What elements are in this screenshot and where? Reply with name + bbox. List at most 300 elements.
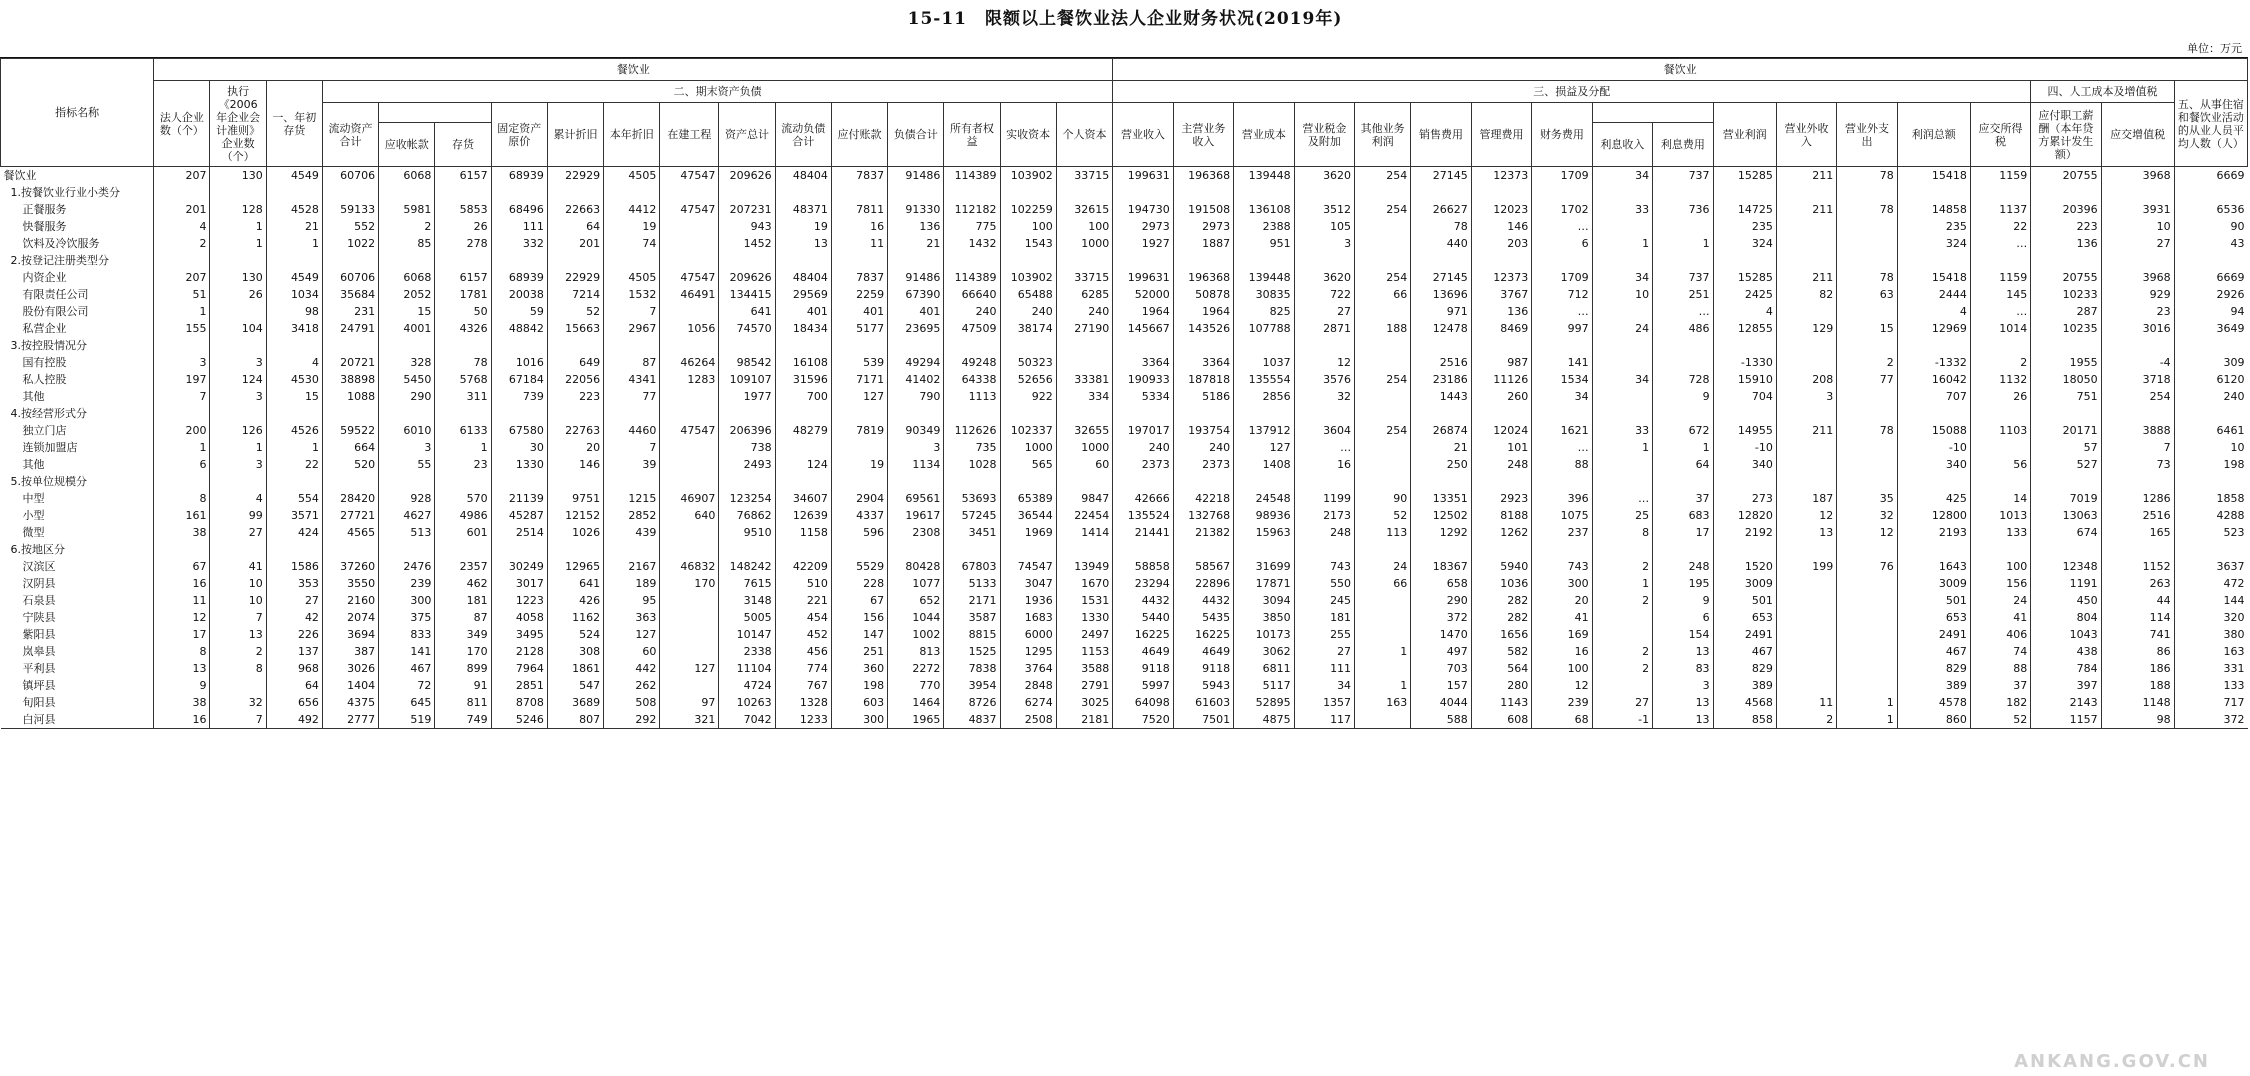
table-cell: 46907 <box>660 490 719 507</box>
table-cell: 2173 <box>1294 507 1354 524</box>
table-cell <box>1776 456 1836 473</box>
table-cell <box>322 184 378 201</box>
table-cell: 282 <box>1471 609 1531 626</box>
table-cell: 4288 <box>2174 507 2247 524</box>
table-cell: 6669 <box>2174 269 2247 286</box>
table-cell: 1286 <box>2101 490 2174 507</box>
table-cell <box>322 252 378 269</box>
table-cell <box>1355 473 1411 490</box>
table-cell <box>154 252 210 269</box>
table-cell: 372 <box>2174 711 2247 729</box>
section-2-header: 二、期末资产负债 <box>322 81 1112 103</box>
table-cell <box>1532 541 1592 558</box>
row-label: 饮料及冷饮服务 <box>22 237 100 250</box>
table-cell: 2514 <box>491 524 547 541</box>
table-cell: 1408 <box>1234 456 1294 473</box>
table-cell: 22663 <box>547 201 603 218</box>
table-cell: 52000 <box>1113 286 1173 303</box>
table-cell <box>266 405 322 422</box>
table-cell <box>660 456 719 473</box>
table-cell: 27 <box>2101 235 2174 252</box>
table-cell: 653 <box>1713 609 1776 626</box>
table-cell: 656 <box>266 694 322 711</box>
table-cell: 6068 <box>379 269 435 286</box>
table-cell: 467 <box>379 660 435 677</box>
table-cell: 7837 <box>831 269 887 286</box>
table-cell: 7 <box>210 609 266 626</box>
table-cell: 35 <box>1837 490 1897 507</box>
table-cell: -4 <box>2101 354 2174 371</box>
table-cell <box>1056 405 1112 422</box>
table-cell: 3 <box>210 354 266 371</box>
table-cell: 3767 <box>1471 286 1531 303</box>
table-cell: 29569 <box>775 286 831 303</box>
table-cell: 5768 <box>435 371 491 388</box>
table-cell: 1432 <box>944 235 1000 252</box>
table-cell <box>379 184 435 201</box>
table-cell: 67803 <box>944 558 1000 575</box>
table-cell: 450 <box>2031 592 2101 609</box>
table-cell: 42218 <box>1173 490 1233 507</box>
table-cell: 7964 <box>491 660 547 677</box>
table-cell: 48842 <box>491 320 547 337</box>
table-cell: 103902 <box>1000 167 1056 185</box>
table-cell: 187 <box>1776 490 1836 507</box>
table-cell: 18050 <box>2031 371 2101 388</box>
table-cell: 34607 <box>775 490 831 507</box>
table-cell: 38 <box>154 524 210 541</box>
table-cell: 24791 <box>322 320 378 337</box>
table-cell: 66 <box>1355 575 1411 592</box>
table-cell <box>660 626 719 643</box>
table-cell: 439 <box>604 524 660 541</box>
table-cell: 987 <box>1471 354 1531 371</box>
table-cell: 3850 <box>1234 609 1294 626</box>
table-cell <box>660 184 719 201</box>
table-cell: 145667 <box>1113 320 1173 337</box>
table-cell: 4627 <box>379 507 435 524</box>
table-cell: … <box>1294 439 1354 456</box>
col-count: 法人企业数（个） <box>154 81 210 167</box>
table-cell: 254 <box>2101 388 2174 405</box>
table-cell <box>266 184 322 201</box>
table-cell: 401 <box>888 303 944 320</box>
table-cell <box>1837 677 1897 694</box>
table-row <box>1 422 2248 439</box>
row-label: 汉阴县 <box>22 577 56 590</box>
table-cell <box>1173 252 1233 269</box>
table-cell: 47547 <box>660 422 719 439</box>
table-cell <box>210 337 266 354</box>
row-label: 其他 <box>22 390 45 403</box>
table-cell <box>1000 184 1056 201</box>
table-cell: 41 <box>210 558 266 575</box>
table-cell: 4568 <box>1713 694 1776 711</box>
table-cell <box>888 184 944 201</box>
table-cell <box>2031 184 2101 201</box>
table-cell <box>604 405 660 422</box>
table-cell: 57 <box>2031 439 2101 456</box>
table-cell: 13696 <box>1411 286 1471 303</box>
table-cell: 24 <box>1970 592 2030 609</box>
table-cell: 2167 <box>604 558 660 575</box>
table-cell: 11 <box>1776 694 1836 711</box>
table-cell: 510 <box>775 575 831 592</box>
table-cell: 5940 <box>1471 558 1531 575</box>
table-cell: 2171 <box>944 592 1000 609</box>
table-cell: 6000 <box>1000 626 1056 643</box>
table-cell: 2 <box>1970 354 2030 371</box>
table-cell: 1077 <box>888 575 944 592</box>
table-cell: 280 <box>1471 677 1531 694</box>
table-cell: 2 <box>379 218 435 235</box>
table-cell <box>1837 643 1897 660</box>
table-cell: 1000 <box>1056 235 1112 252</box>
table-cell <box>1653 473 1713 490</box>
table-cell: 1683 <box>1000 609 1056 626</box>
table-cell <box>1837 252 1897 269</box>
table-cell: 653 <box>1897 609 1970 626</box>
table-cell: 114389 <box>944 167 1000 185</box>
col-main-revenue: 主营业务收入 <box>1173 103 1233 167</box>
table-cell: 135524 <box>1113 507 1173 524</box>
table-cell: 48279 <box>775 422 831 439</box>
table-cell: 199 <box>1776 558 1836 575</box>
table-cell: 52656 <box>1000 371 1056 388</box>
table-row <box>1 490 2248 507</box>
table-cell <box>1776 677 1836 694</box>
table-cell: 641 <box>719 303 775 320</box>
table-cell: 163 <box>2174 643 2247 660</box>
table-cell: 1233 <box>775 711 831 729</box>
table-cell: 17871 <box>1234 575 1294 592</box>
table-cell <box>1653 337 1713 354</box>
table-cell: 15 <box>266 388 322 405</box>
table-cell <box>547 337 603 354</box>
table-cell: 6 <box>1532 235 1592 252</box>
table-cell <box>1056 252 1112 269</box>
table-cell: 250 <box>1411 456 1471 473</box>
table-cell: 8708 <box>491 694 547 711</box>
row-label: 有限责任公司 <box>22 288 89 301</box>
table-cell: 12 <box>1776 507 1836 524</box>
table-cell <box>2101 337 2174 354</box>
table-cell: 15418 <box>1897 269 1970 286</box>
group-header-left: 餐饮业 <box>154 59 1113 81</box>
table-cell <box>2174 252 2247 269</box>
table-cell: 197 <box>154 371 210 388</box>
table-cell: 127 <box>660 660 719 677</box>
table-cell: 46264 <box>660 354 719 371</box>
table-cell: 16042 <box>1897 371 1970 388</box>
table-cell: 37 <box>1970 677 2030 694</box>
table-cell: 133 <box>1970 524 2030 541</box>
table-cell: 8 <box>154 643 210 660</box>
table-cell <box>1653 541 1713 558</box>
table-cell: 2777 <box>322 711 378 729</box>
table-row <box>1 201 2248 218</box>
table-cell <box>491 473 547 490</box>
table-cell: 59133 <box>322 201 378 218</box>
table-cell: 16 <box>831 218 887 235</box>
table-cell: 141 <box>379 643 435 660</box>
table-cell <box>831 184 887 201</box>
table-cell <box>1355 660 1411 677</box>
table-cell: 4649 <box>1113 643 1173 660</box>
table-cell: 74 <box>604 235 660 252</box>
table-cell <box>1113 405 1173 422</box>
table-cell: 527 <box>2031 456 2101 473</box>
table-cell: 50878 <box>1173 286 1233 303</box>
table-cell: 1143 <box>1471 694 1531 711</box>
table-cell: 240 <box>2174 388 2247 405</box>
table-cell: 3694 <box>322 626 378 643</box>
table-cell <box>210 405 266 422</box>
table-cell <box>322 337 378 354</box>
table-cell <box>1897 473 1970 490</box>
table-cell: 263 <box>2101 575 2174 592</box>
table-cell: 1969 <box>1000 524 1056 541</box>
table-cell: 26627 <box>1411 201 1471 218</box>
table-cell: 749 <box>435 711 491 729</box>
table-cell: 74 <box>1970 643 2030 660</box>
table-cell: 58858 <box>1113 558 1173 575</box>
indicator-header: 指标名称 <box>1 59 154 167</box>
table-row <box>1 694 2248 711</box>
table-cell: 3 <box>1653 677 1713 694</box>
table-cell: 6285 <box>1056 286 1112 303</box>
table-cell: 46832 <box>660 558 719 575</box>
table-cell: 7819 <box>831 422 887 439</box>
table-cell: 860 <box>1897 711 1970 729</box>
table-cell <box>831 473 887 490</box>
table-cell <box>1355 609 1411 626</box>
table-cell: 1702 <box>1532 201 1592 218</box>
table-cell: 52 <box>547 303 603 320</box>
table-cell: 57245 <box>944 507 1000 524</box>
table-cell: 189 <box>604 575 660 592</box>
table-cell: 23294 <box>1113 575 1173 592</box>
table-row <box>1 711 2248 729</box>
table-cell: 28420 <box>322 490 378 507</box>
table-cell: 1 <box>1355 643 1411 660</box>
table-cell: 78 <box>1837 201 1897 218</box>
table-cell <box>547 252 603 269</box>
table-cell: 1043 <box>2031 626 2101 643</box>
col-admin: 管理费用 <box>1471 103 1531 167</box>
table-cell: 19 <box>775 218 831 235</box>
table-cell: 389 <box>1713 677 1776 694</box>
row-label: 白河县 <box>1 711 154 729</box>
table-cell <box>719 405 775 422</box>
table-cell <box>1776 609 1836 626</box>
table-cell <box>2101 405 2174 422</box>
table-row <box>1 541 2248 558</box>
table-cell: 91486 <box>888 269 944 286</box>
table-cell <box>266 473 322 490</box>
table-cell: 1525 <box>944 643 1000 660</box>
table-cell <box>1592 473 1652 490</box>
table-cell: 199631 <box>1113 167 1173 185</box>
table-cell: 739 <box>491 388 547 405</box>
table-cell: 601 <box>435 524 491 541</box>
table-cell: 3550 <box>322 575 378 592</box>
table-cell: 308 <box>547 643 603 660</box>
table-cell <box>1532 337 1592 354</box>
table-cell: 211 <box>1776 167 1836 185</box>
table-cell: 13 <box>1653 643 1713 660</box>
table-cell: 12 <box>1532 677 1592 694</box>
table-cell: 156 <box>1970 575 2030 592</box>
table-cell <box>1776 643 1836 660</box>
table-cell: 139448 <box>1234 269 1294 286</box>
table-cell: … <box>1532 439 1592 456</box>
table-cell <box>1355 541 1411 558</box>
table-cell <box>322 541 378 558</box>
table-cell <box>888 405 944 422</box>
table-cell: 4 <box>266 354 322 371</box>
table-cell: 41 <box>1532 609 1592 626</box>
table-cell <box>1592 626 1652 643</box>
table-cell: 273 <box>1713 490 1776 507</box>
table-cell <box>1056 354 1112 371</box>
table-cell: 27721 <box>322 507 378 524</box>
table-cell <box>831 252 887 269</box>
table-cell: 3620 <box>1294 167 1354 185</box>
table-cell: 353 <box>266 575 322 592</box>
table-cell: 1137 <box>1970 201 2030 218</box>
table-cell: 42666 <box>1113 490 1173 507</box>
table-cell <box>1056 337 1112 354</box>
table-cell <box>435 541 491 558</box>
table-cell: 2508 <box>1000 711 1056 729</box>
table-cell: 1014 <box>1970 320 2030 337</box>
table-cell: 98936 <box>1234 507 1294 524</box>
table-cell: 712 <box>1532 286 1592 303</box>
table-row <box>1 235 2248 252</box>
table-cell: 1532 <box>604 286 660 303</box>
table-cell: 396 <box>1532 490 1592 507</box>
table-cell: 2 <box>154 235 210 252</box>
table-cell: 596 <box>831 524 887 541</box>
col-total-assets: 资产总计 <box>719 103 775 167</box>
table-cell: 2 <box>1592 592 1652 609</box>
table-cell: 187818 <box>1173 371 1233 388</box>
row-label: 私人控股 <box>22 373 67 386</box>
table-cell: 1520 <box>1713 558 1776 575</box>
table-cell: 12502 <box>1411 507 1471 524</box>
table-cell: 554 <box>266 490 322 507</box>
table-cell: 207231 <box>719 201 775 218</box>
table-cell <box>775 439 831 456</box>
table-cell <box>2101 473 2174 490</box>
col-total-liab: 负债合计 <box>888 103 944 167</box>
table-cell: 2272 <box>888 660 944 677</box>
table-cell: 27145 <box>1411 167 1471 185</box>
table-cell: 34 <box>1592 371 1652 388</box>
table-cell: 2516 <box>1411 354 1471 371</box>
table-cell: 4565 <box>322 524 378 541</box>
table-cell: 3954 <box>944 677 1000 694</box>
table-cell: 2476 <box>379 558 435 575</box>
table-cell: 132768 <box>1173 507 1233 524</box>
table-cell: 52 <box>1970 711 2030 729</box>
table-cell <box>1592 337 1652 354</box>
table-cell: 2 <box>1837 354 1897 371</box>
table-cell: 64338 <box>944 371 1000 388</box>
table-cell: 424 <box>266 524 322 541</box>
table-cell: 1157 <box>2031 711 2101 729</box>
table-cell <box>1173 405 1233 422</box>
table-cell: 3587 <box>944 609 1000 626</box>
table-cell: 3009 <box>1713 575 1776 592</box>
table-cell: 811 <box>435 694 491 711</box>
table-cell: 3576 <box>1294 371 1354 388</box>
table-cell: 12 <box>1837 524 1897 541</box>
table-cell: 943 <box>719 218 775 235</box>
table-cell: 83 <box>1653 660 1713 677</box>
table-cell: 3016 <box>2101 320 2174 337</box>
table-cell: 3009 <box>1897 575 1970 592</box>
table-cell: 1088 <box>322 388 378 405</box>
table-cell: 34 <box>1532 388 1592 405</box>
table-cell: 3 <box>154 354 210 371</box>
col-op-profit: 营业利润 <box>1713 103 1776 167</box>
table-cell: 37 <box>1653 490 1713 507</box>
table-cell: 23695 <box>888 320 944 337</box>
table-row <box>1 269 2248 286</box>
table-cell: 3 <box>210 456 266 473</box>
table-cell: 194730 <box>1113 201 1173 218</box>
table-cell: 4724 <box>719 677 775 694</box>
row-label: 汉滨区 <box>22 560 56 573</box>
table-cell <box>1653 252 1713 269</box>
table-cell: 486 <box>1653 320 1713 337</box>
table-cell <box>1000 337 1056 354</box>
table-cell: 4649 <box>1173 643 1233 660</box>
table-row <box>1 184 2248 201</box>
table-cell: 426 <box>547 592 603 609</box>
table-cell: 195 <box>1653 575 1713 592</box>
table-cell <box>1234 184 1294 201</box>
table-cell: 78 <box>1837 269 1897 286</box>
table-cell: 1 <box>210 439 266 456</box>
table-cell: 3 <box>210 388 266 405</box>
table-cell: 1215 <box>604 490 660 507</box>
row-label: 镇坪县 <box>22 679 56 692</box>
table-cell: 18434 <box>775 320 831 337</box>
table-cell <box>547 184 603 201</box>
table-cell <box>435 252 491 269</box>
table-cell: 12820 <box>1713 507 1776 524</box>
table-cell: 2444 <box>1897 286 1970 303</box>
col-interest-expense: 利息费用 <box>1653 123 1713 167</box>
table-cell <box>719 473 775 490</box>
table-cell: 31596 <box>775 371 831 388</box>
table-cell: 401 <box>775 303 831 320</box>
table-cell: 5435 <box>1173 609 1233 626</box>
table-cell <box>1294 405 1354 422</box>
table-cell: 4 <box>154 218 210 235</box>
table-cell: 207 <box>154 269 210 286</box>
table-cell: 201 <box>547 235 603 252</box>
table-cell: 155 <box>154 320 210 337</box>
table-cell: 2851 <box>491 677 547 694</box>
table-cell: 1452 <box>719 235 775 252</box>
table-cell: 114 <box>2101 609 2174 626</box>
table-cell: 145 <box>1970 286 2030 303</box>
table-row <box>1 643 2248 660</box>
